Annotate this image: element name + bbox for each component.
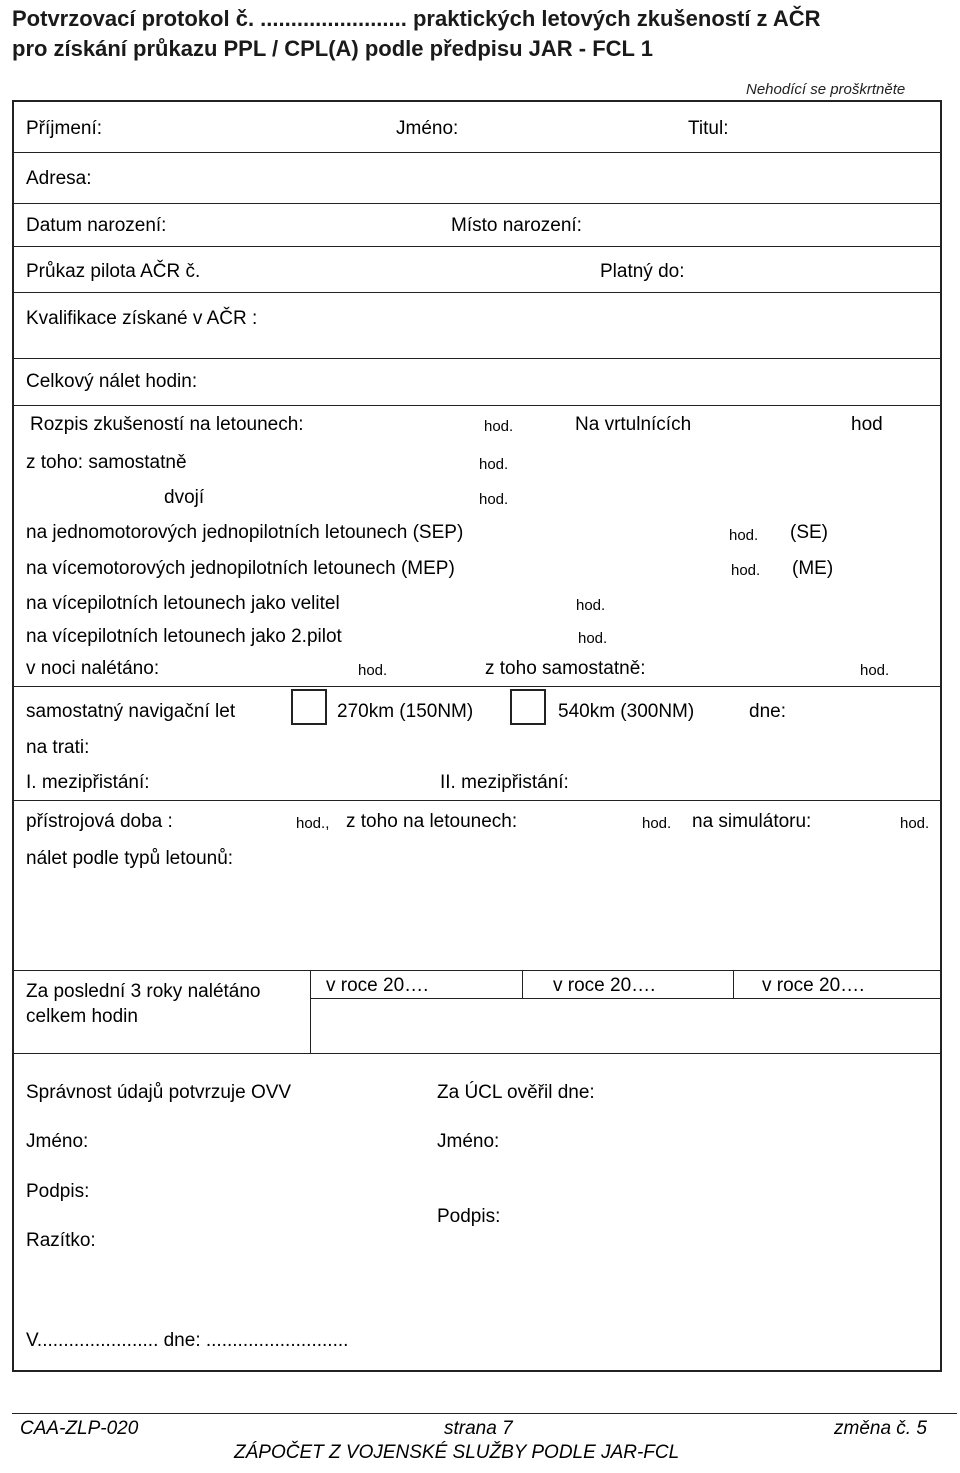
- divider: [12, 1053, 942, 1054]
- on-sim-label: na simulátoru:: [692, 811, 812, 832]
- on-aircraft-label: z toho na letounech:: [346, 811, 518, 832]
- instrument-time-label: přístrojová doba :: [26, 811, 173, 832]
- night-label: v noci nalétáno:: [26, 658, 160, 679]
- divider: [310, 998, 942, 999]
- sep-label: na jednomotorových jednopilotních letounech (SEP): [26, 522, 464, 543]
- divider: [12, 686, 942, 687]
- divider: [12, 405, 942, 406]
- divider: [12, 203, 942, 204]
- option-540km-label: 540km (300NM): [558, 701, 695, 722]
- document-title-line1: Potvrzovací protokol č. ........................ praktických letových zkušeností z AČR: [12, 6, 821, 31]
- year2-label: v roce 20….: [553, 975, 656, 996]
- valid-until-label: Platný do:: [600, 261, 685, 282]
- mep-label: na vícemotorových jednopilotních letounech (MEP): [26, 558, 455, 579]
- year1-label: v roce 20….: [326, 975, 429, 996]
- option-270km-checkbox[interactable]: [291, 689, 327, 725]
- document-title-line2: pro získání průkazu PPL / CPL(A) podle předpisu JAR - FCL 1: [12, 36, 653, 61]
- divider: [12, 292, 942, 293]
- total-hours-label: Celkový nálet hodin:: [26, 371, 198, 392]
- surname-label: Příjmení:: [26, 118, 103, 139]
- footer-change: změna č. 5: [834, 1418, 927, 1439]
- solo-label: z toho: samostatně: [26, 452, 187, 473]
- ucl-name-label: Jméno:: [437, 1131, 500, 1152]
- solo-nav-label: samostatný navigační let: [26, 701, 236, 722]
- multi-pic-label: na vícepilotních letounech jako velitel: [26, 593, 340, 614]
- title-label: Titul:: [688, 118, 729, 139]
- ovv-confirm-label: Správnost údajů potvrzuje OVV: [26, 1082, 292, 1103]
- ucl-label: Za ÚCL ověřil dne:: [437, 1082, 595, 1103]
- footer-divider: [12, 1413, 957, 1414]
- place-date-label: V....................... dne: ...........................: [26, 1330, 349, 1351]
- hours-unit: hod.: [642, 815, 672, 832]
- birth-place-label: Místo narození:: [451, 215, 582, 236]
- ucl-sign-label: Podpis:: [437, 1206, 501, 1227]
- ovv-sign-label: Podpis:: [26, 1181, 90, 1202]
- strike-note: Nehodící se proškrtněte: [746, 81, 906, 98]
- divider: [12, 152, 942, 153]
- hours-unit: hod.: [729, 527, 759, 544]
- footer-subtitle: ZÁPOČET Z VOJENSKÉ SLUŽBY PODLE JAR-FCL: [234, 1442, 680, 1463]
- hours-unit: hod.: [731, 562, 761, 579]
- birth-date-label: Datum narození:: [26, 215, 167, 236]
- ovv-stamp-label: Razítko:: [26, 1230, 96, 1251]
- hours-unit: hod.: [358, 662, 388, 679]
- breakdown-label: Rozpis zkušeností na letounech:: [30, 414, 304, 435]
- option-540km-checkbox[interactable]: [510, 689, 546, 725]
- hours-unit: hod.: [479, 456, 509, 473]
- address-label: Adresa:: [26, 168, 92, 189]
- ovv-name-label: Jméno:: [26, 1131, 89, 1152]
- form-frame: [12, 100, 942, 1372]
- route-label: na trati:: [26, 737, 90, 758]
- night-solo-label: z toho samostatně:: [485, 658, 646, 679]
- by-type-label: nálet podle typů letounů:: [26, 848, 234, 869]
- divider: [310, 970, 311, 1053]
- qualifications-label: Kvalifikace získané v AČR :: [26, 308, 258, 329]
- helicopters-label: Na vrtulnících: [575, 414, 692, 435]
- last3-label-line2: celkem hodin: [26, 1006, 138, 1027]
- divider: [12, 246, 942, 247]
- name-label: Jméno:: [396, 118, 459, 139]
- hours-unit: hod.: [578, 630, 608, 647]
- nav-date-label: dne:: [749, 701, 786, 722]
- hours-unit: hod.: [484, 418, 514, 435]
- divider: [12, 800, 942, 801]
- hours-unit: hod.: [479, 491, 509, 508]
- footer-page: strana 7: [444, 1418, 513, 1439]
- footer-code: CAA-ZLP-020: [20, 1418, 139, 1439]
- stop1-label: I. mezipřistání:: [26, 772, 150, 793]
- hours-unit: hod.: [576, 597, 606, 614]
- hours-unit: hod.: [900, 815, 930, 832]
- se-label: (SE): [790, 522, 828, 543]
- stop2-label: II. mezipřistání:: [440, 772, 569, 793]
- me-label: (ME): [792, 558, 834, 579]
- multi-copilot-label: na vícepilotních letounech jako 2.pilot: [26, 626, 342, 647]
- hours-unit: hod.,: [296, 815, 330, 832]
- helicopters-unit: hod: [851, 414, 883, 435]
- option-270km-label: 270km (150NM): [337, 701, 474, 722]
- license-label: Průkaz pilota AČR č.: [26, 261, 201, 282]
- year3-label: v roce 20….: [762, 975, 865, 996]
- divider: [12, 358, 942, 359]
- dual-label: dvojí: [164, 487, 205, 508]
- divider: [522, 970, 523, 998]
- hours-unit: hod.: [860, 662, 890, 679]
- divider: [12, 970, 942, 971]
- last3-label-line1: Za poslední 3 roky nalétáno: [26, 981, 261, 1002]
- divider: [733, 970, 734, 998]
